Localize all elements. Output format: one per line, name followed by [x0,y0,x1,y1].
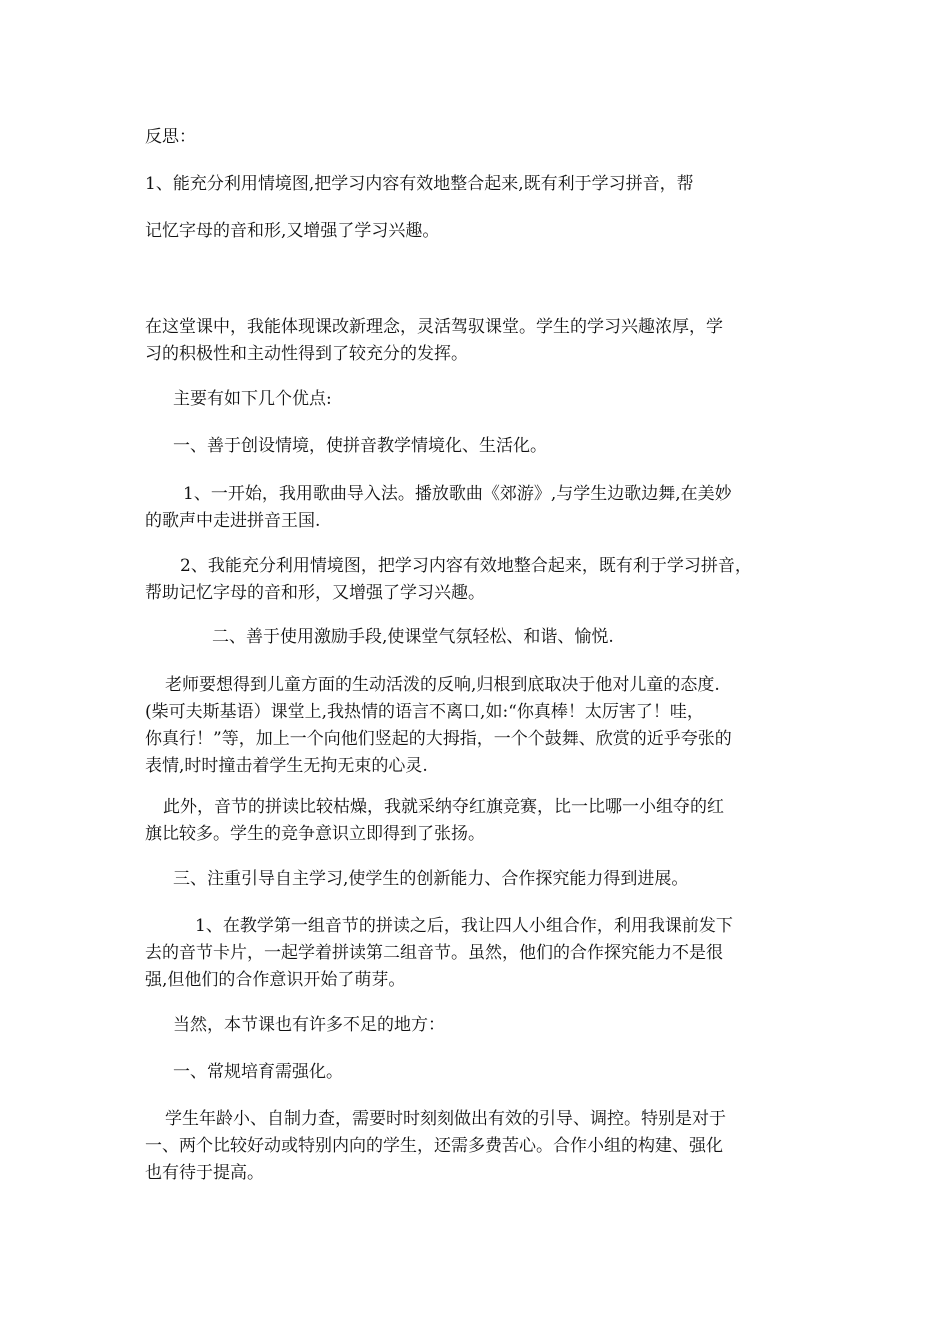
section-heading-1 [173,433,841,460]
text-line: 习的积极性和主动性得到了较充分的发挥。 [145,344,468,364]
text-line: 此外，音节的拼读比较枯燥，我就采纳夺红旗竞赛，比一比哪一小组夺的红 [163,797,724,817]
text-line: 你真行！”等，加上一个向他们竖起的大拇指，一个个鼓舞、欣赏的近乎夸张的 [145,729,732,749]
text-line: 反思： [145,127,196,147]
section-heading-3 [173,866,841,893]
text-line: 主要有如下几个优点: [173,389,332,409]
strength-item-1 [145,481,813,535]
text-line: 当然，本节课也有许多不足的地方： [173,1015,445,1035]
text-line: 一、常规培育需强化。 [173,1062,343,1082]
text-line: 去的音节卡片，一起学着拼读第二组音节。虽然，他们的合作探究能力不是很 [145,943,723,963]
cooperation-paragraph [145,913,813,994]
text-line: 旗比较多。学生的竞争意识立即得到了张扬。 [145,824,485,844]
competition-paragraph [145,794,813,848]
shortcoming-paragraph [145,1106,813,1187]
encouragement-paragraph [145,672,813,780]
reflection-point-1 [145,171,813,198]
strength-item-2 [145,553,813,607]
text-line: 一、善于创设情境，使拼音教学情境化、生活化。 [173,436,547,456]
section-heading-2 [212,624,880,651]
text-line: 1、在教学第一组音节的拼读之后，我让四人小组合作，利用我课前发下 [195,916,733,936]
text-line: 一、两个比较好动或特别内向的学生，还需多费苦心。合作小组的构建、强化 [145,1136,723,1156]
text-line: 老师要想得到儿童方面的生动活泼的反响,归根到底取决于他对儿童的态度. [165,675,720,695]
text-line: 也有待于提高。 [145,1163,264,1183]
text-line: (柴可夫斯基语）课堂上,我热情的语言不离口,如:“你真棒！太厉害了！哇， [145,702,704,722]
text-line: 帮助记忆字母的音和形，又增强了学习兴趣。 [145,583,485,603]
text-line: 2、我能充分利用情境图，把学习内容有效地整合起来，既有利于学习拼音， [180,556,752,576]
text-line: 1、能充分利用情境图,把学习内容有效地整合起来,既有利于学习拼音，帮 [145,174,694,194]
reflection-point-1-continued [145,218,813,245]
text-line: 在这堂课中，我能体现课改新理念，灵活驾驭课堂。学生的学习兴趣浓厚，学 [145,317,723,337]
text-line: 三、注重引导自主学习,使学生的创新能力、合作探究能力得到进展。 [173,869,689,889]
intro-paragraph [145,314,813,368]
strengths-heading [173,386,841,413]
text-line: 二、善于使用激励手段,使课堂气氛轻松、和谐、愉悦. [212,627,614,647]
text-line: 表情,时时撞击着学生无拘无束的心灵. [145,756,428,776]
text-line: 学生年龄小、自制力查，需要时时刻刻做出有效的引导、调控。特别是对于 [165,1109,726,1129]
shortcomings-heading [173,1012,841,1039]
shortcoming-heading-1 [173,1059,841,1086]
text-line: 的歌声中走进拼音王国. [145,511,321,531]
text-line: 1、一开始，我用歌曲导入法。播放歌曲《郊游》,与学生边歌边舞,在美妙 [183,484,732,504]
text-line: 强,但他们的合作意识开始了萌芽。 [145,970,406,990]
text-line: 记忆字母的音和形,又增强了学习兴趣。 [145,221,440,241]
reflection-heading [145,124,813,151]
